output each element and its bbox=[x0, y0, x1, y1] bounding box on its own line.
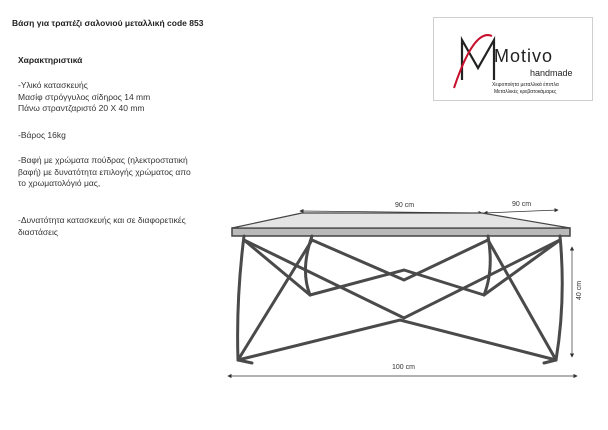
custom-size-paragraph: -Δυνατότητα κατασκευής και σε διαφορετικές διαστάσεις bbox=[18, 215, 186, 237]
depth-label: 90 cm bbox=[512, 201, 532, 208]
depth-dimension-line bbox=[484, 210, 558, 213]
logo-line-1: Χειροποίητα μεταλλικά έπιπλα bbox=[492, 82, 559, 88]
weight-paragraph: -Βάρος 16kg bbox=[18, 130, 66, 140]
table-frame bbox=[232, 213, 570, 363]
product-title: Βάση για τραπέζι σαλονιού μεταλλική code 853 bbox=[12, 18, 204, 28]
top-width-label: 90 cm bbox=[395, 202, 415, 209]
logo-brand: Motivo bbox=[494, 46, 554, 66]
logo-line-2: Μεταλλικές κρεβατοκάμαρες bbox=[494, 89, 557, 95]
paint-paragraph: -Βαφή με χρώματα πούδρας (ηλεκτροστατική βαφή) με δυνατότητα επιλογής χρώματος απο το χρωματολόγιό μας, bbox=[18, 155, 191, 188]
length-label: 100 cm bbox=[392, 364, 415, 371]
material-paragraph: -Υλικό κατασκευής Μασίφ στρόγγυλος σίδηρος 14 mm Πάνω στραντζαριστό 20 Χ 40 mm bbox=[18, 80, 151, 113]
height-label: 40 cm bbox=[576, 280, 583, 300]
characteristics-heading: Χαρακτηριστικά bbox=[18, 55, 83, 65]
logo-tagline: handmade bbox=[530, 68, 573, 78]
